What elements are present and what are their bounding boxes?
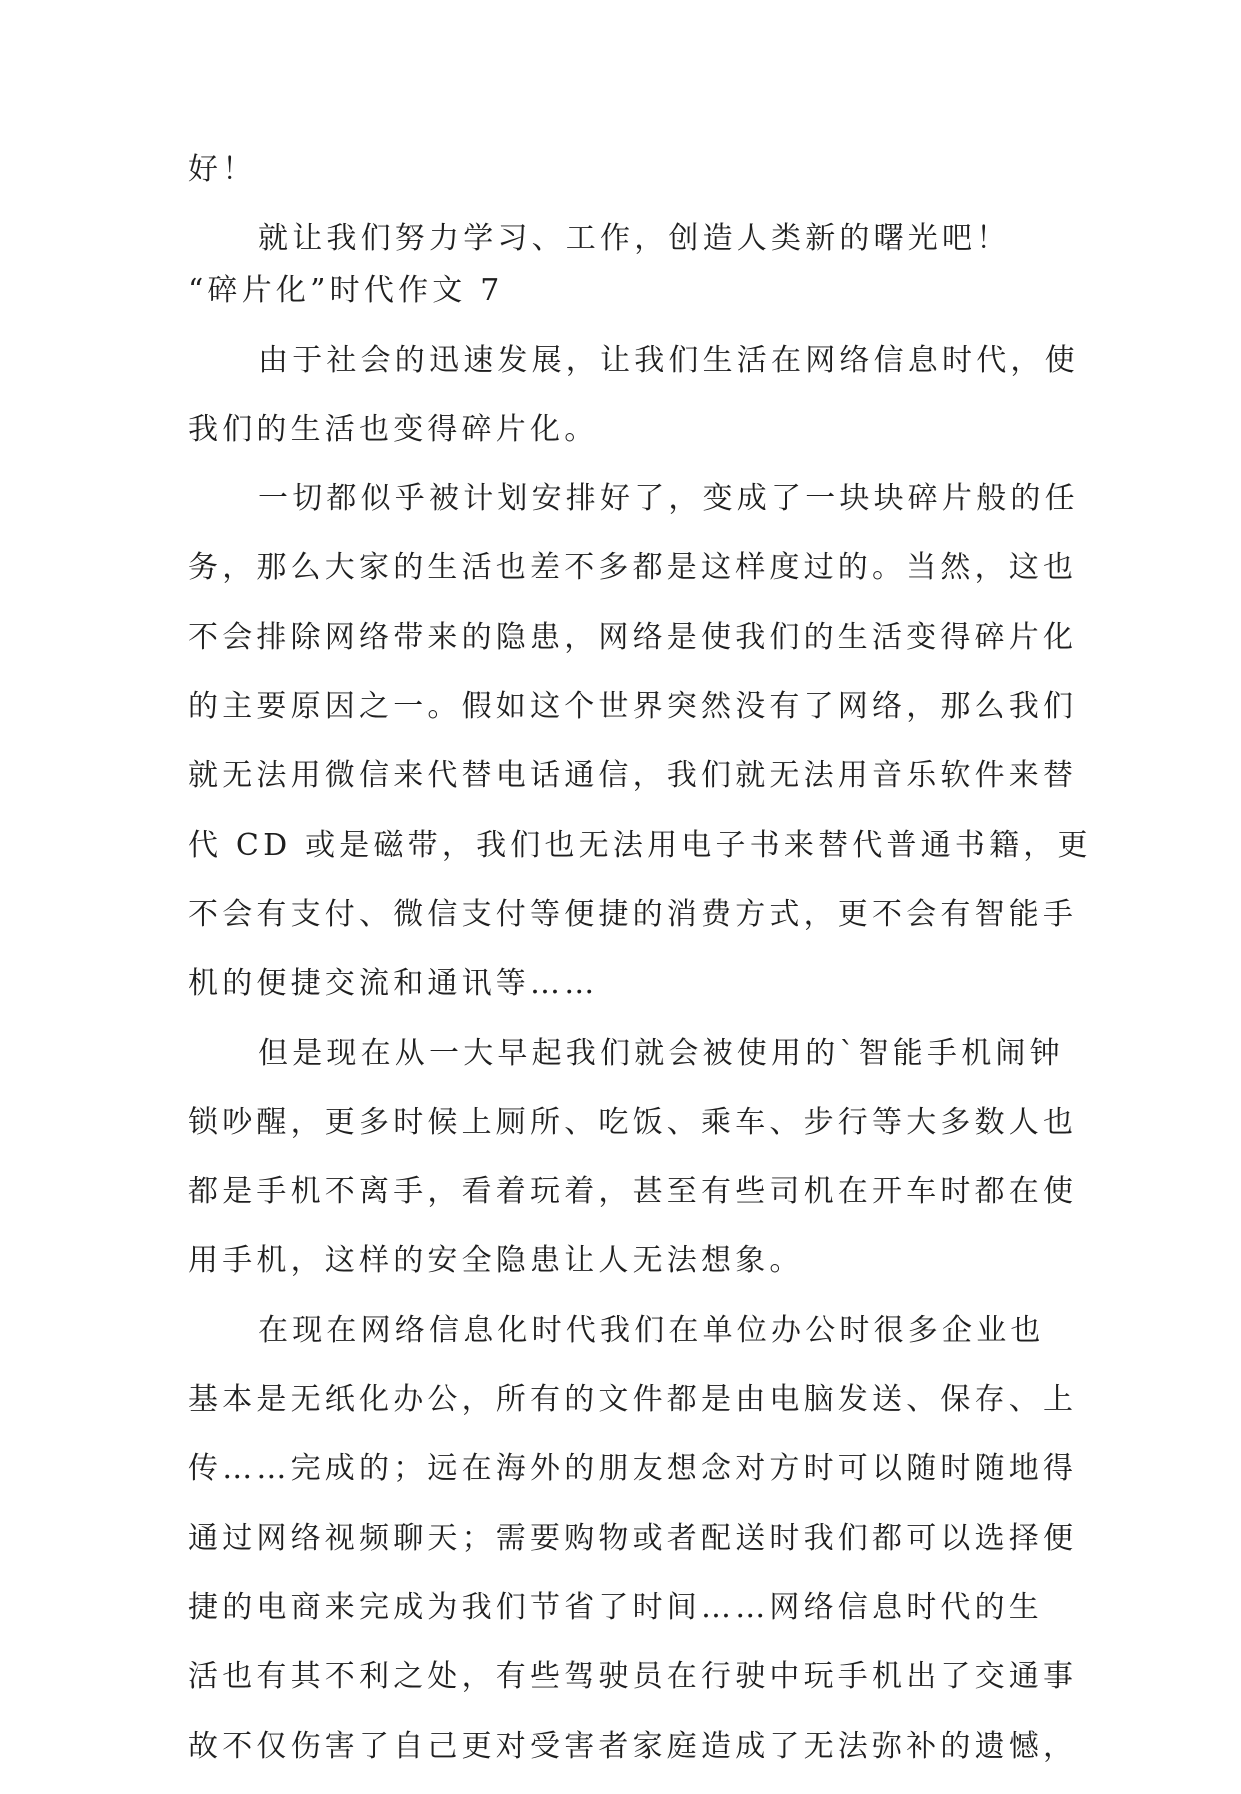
section-title: “碎片化”时代作文 7 <box>188 273 504 309</box>
text-line: 我们的生活也变得碎片化。 <box>188 411 599 447</box>
text-line: 但是现在从一大早起我们就会被使用的`智能手机闹钟 <box>258 1035 1064 1071</box>
text-line: 由于社会的迅速发展，让我们生活在网络信息时代，使 <box>258 342 1079 378</box>
text-line: 故不仅伤害了自己更对受害者家庭造成了无法弥补的遗憾， <box>188 1728 1078 1764</box>
text-line: 捷的电商来完成为我们节省了时间……网络信息时代的生 <box>188 1589 1043 1625</box>
text-line: 锁吵醒，更多时候上厕所、吃饭、乘车、步行等大多数人也 <box>188 1104 1078 1140</box>
text-line: 传……完成的；远在海外的朋友想念对方时可以随时随地得 <box>188 1451 1078 1487</box>
text-line: 就无法用微信来代替电话通信，我们就无法用音乐软件来替 <box>188 758 1078 794</box>
text-line: 活也有其不利之处，有些驾驶员在行驶中玩手机出了交通事 <box>188 1659 1078 1695</box>
text-line: 都是手机不离手，看着玩着，甚至有些司机在开车时都在使 <box>188 1174 1078 1210</box>
document-body <box>188 148 1092 1794</box>
text-line: 就让我们努力学习、工作，创造人类新的曙光吧！ <box>258 221 1011 257</box>
text-line: 用手机，这样的安全隐患让人无法想象。 <box>188 1243 804 1279</box>
text-line: 一切都似乎被计划安排好了，变成了一块块碎片般的任 <box>258 481 1079 517</box>
text-line: 通过网络视频聊天；需要购物或者配送时我们都可以选择便 <box>188 1520 1078 1556</box>
text-line: 机的便捷交流和通讯等…… <box>188 966 599 1002</box>
text-line: 的主要原因之一。假如这个世界突然没有了网络，那么我们 <box>188 689 1078 725</box>
text-line: 代 CD 或是磁带，我们也无法用电子书来替代普通书籍，更 <box>188 827 1092 863</box>
text-line: 不会有支付、微信支付等便捷的消费方式，更不会有智能手 <box>188 896 1078 932</box>
text-line: 好！ <box>188 152 257 187</box>
text-line: 在现在网络信息化时代我们在单位办公时很多企业也 <box>258 1312 1045 1348</box>
text-line: 基本是无纸化办公，所有的文件都是由电脑发送、保存、上 <box>188 1382 1078 1418</box>
text-line: 不会排除网络带来的隐患，网络是使我们的生活变得碎片化 <box>188 619 1078 655</box>
text-line: 务，那么大家的生活也差不多都是这样度过的。当然，这也 <box>188 550 1078 586</box>
